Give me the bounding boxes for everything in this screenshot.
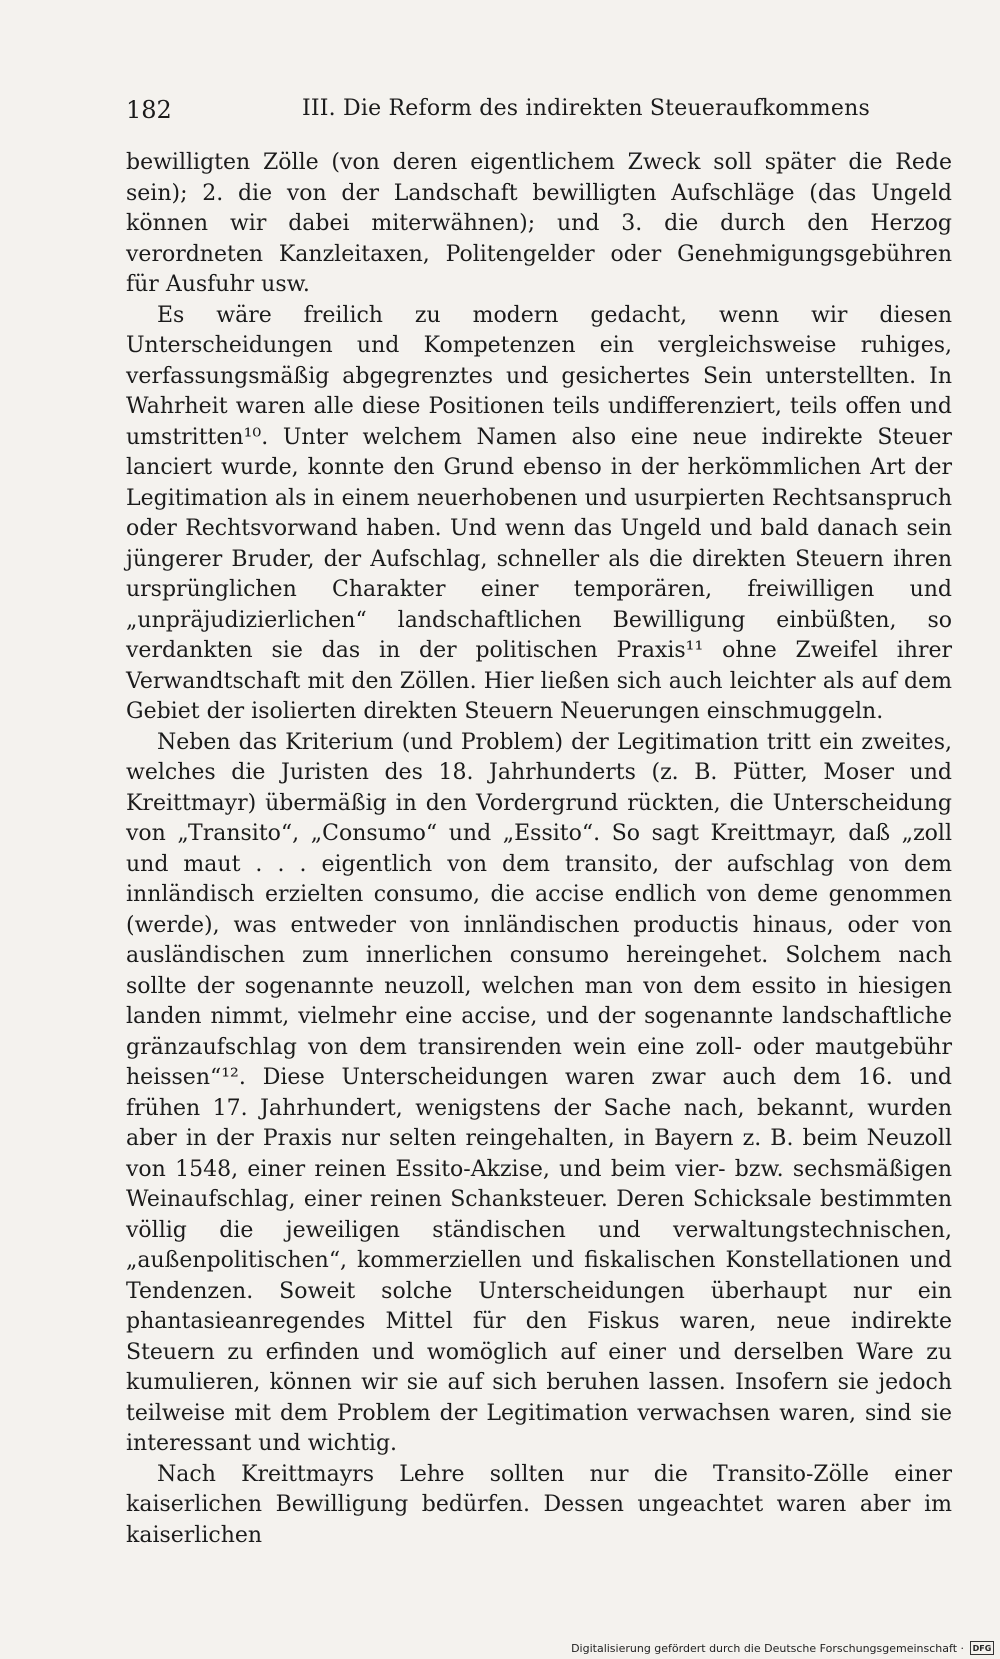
page-number: 182 [126, 96, 172, 124]
running-head: III. Die Reform des indirekten Steueraufkommens [302, 96, 870, 121]
body-text [126, 148, 952, 1551]
dfg-logo-icon: DFG [970, 1641, 994, 1655]
paragraph: Neben das Kriterium (und Problem) der Legitimation tritt ein zweites, welches die Juristen des 18. Jahrhunderts (z. B. Pütter, Moser und Kreittmayr) übermäßig in den Vordergrund rückten, die Unterscheidung von „Transito“, „Consumo“ und „Essito“. So sagt Kreittmayr, daß „zoll und maut . . . eigentlich von dem transito, der aufschlag von dem innländisch erzielten consumo, die accise endlich von deme genommen (werde), was entweder von innländischen productis hinaus, oder von ausländischen zum innerlichen consumo hereingehet. Solchem nach sollte der sogenannte neuzoll, welchen man von dem essito in hiesigen landen nimmt, vielmehr eine accise, und der sogenannte landschaftliche gränzaufschlag von dem transirenden wein eine zoll- oder mautgebühr heissen“¹². Diese Unterscheidungen waren zwar auch dem 16. und frühen 17. Jahrhundert, wenigstens der Sache nach, bekannt, wurden aber in der Praxis nur selten reingehalten, in Bayern z. B. beim Neuzoll von 1548, einer reinen Essito-Akzise, und beim vier- bzw. sechsmäßigen Weinaufschlag, einer reinen Schanksteuer. Deren Schicksale bestimmten völlig die jeweiligen ständischen und verwaltungstechnischen, „außenpolitischen“, kommerziellen und fiskalischen Konstellationen und Tendenzen. Soweit solche Unterscheidungen überhaupt nur ein phantasieanregendes Mittel für den Fiskus waren, neue indirekte Steuern zu erfinden und womöglich auf einer und derselben Ware zu kumulieren, können wir sie auf sich beruhen lassen. Insofern sie jedoch teilweise mit dem Problem der Legitimation verwachsen waren, sind sie interessant und wichtig. [126, 729, 952, 1456]
paragraph: Es wäre freilich zu modern gedacht, wenn wir diesen Unterscheidungen und Kompetenzen ein vergleichsweise ruhiges, verfassungsmäßig abgegrenztes und gesichertes Sein unterstellten. In Wahrheit waren alle diese Positionen teils undifferenziert, teils offen und umstritten¹⁰. Unter welchem Namen also eine neue indirekte Steuer lanciert wurde, konnte den Grund ebenso in der herkömmlichen Art der Legitimation als in einem neuerhobenen und usurpierten Rechtsanspruch oder Rechtsvorwand haben. Und wenn das Ungeld und bald danach sein jüngerer Bruder, der Aufschlag, schneller als die direkten Steuern ihren ursprünglichen Charakter einer temporären, freiwilligen und „unpräjudizierlichen“ landschaftlichen Bewilligung einbüßten, so verdankten sie das in der politischen Praxis¹¹ ohne Zweifel ihrer Verwandtschaft mit den Zöllen. Hier ließen sich auch leichter als auf dem Gebiet der isolierten direkten Steuern Neuerungen einschmuggeln. [126, 302, 952, 724]
page-header [122, 96, 992, 126]
paragraph-continued: bewilligten Zölle (von deren eigentlichem Zweck soll später die Rede sein); 2. die von der Landschaft bewilligten Aufschläge (das Ungeld können wir dabei miterwähnen); und 3. die durch den Herzog verordneten Kanzleitaxen, Politengelder oder Genehmigungsgebühren für Ausfuhr usw. [126, 150, 952, 297]
paragraph: Nach Kreittmayrs Lehre sollten nur die Transito-Zölle einer kaiserlichen Bewilligung bedürfen. Dessen ungeachtet waren aber im kaiserlichen [126, 1461, 952, 1548]
digitization-footer [571, 1640, 994, 1656]
footer-credit: Digitalisierung gefördert durch die Deutsche Forschungsgemeinschaft · [571, 1641, 964, 1655]
